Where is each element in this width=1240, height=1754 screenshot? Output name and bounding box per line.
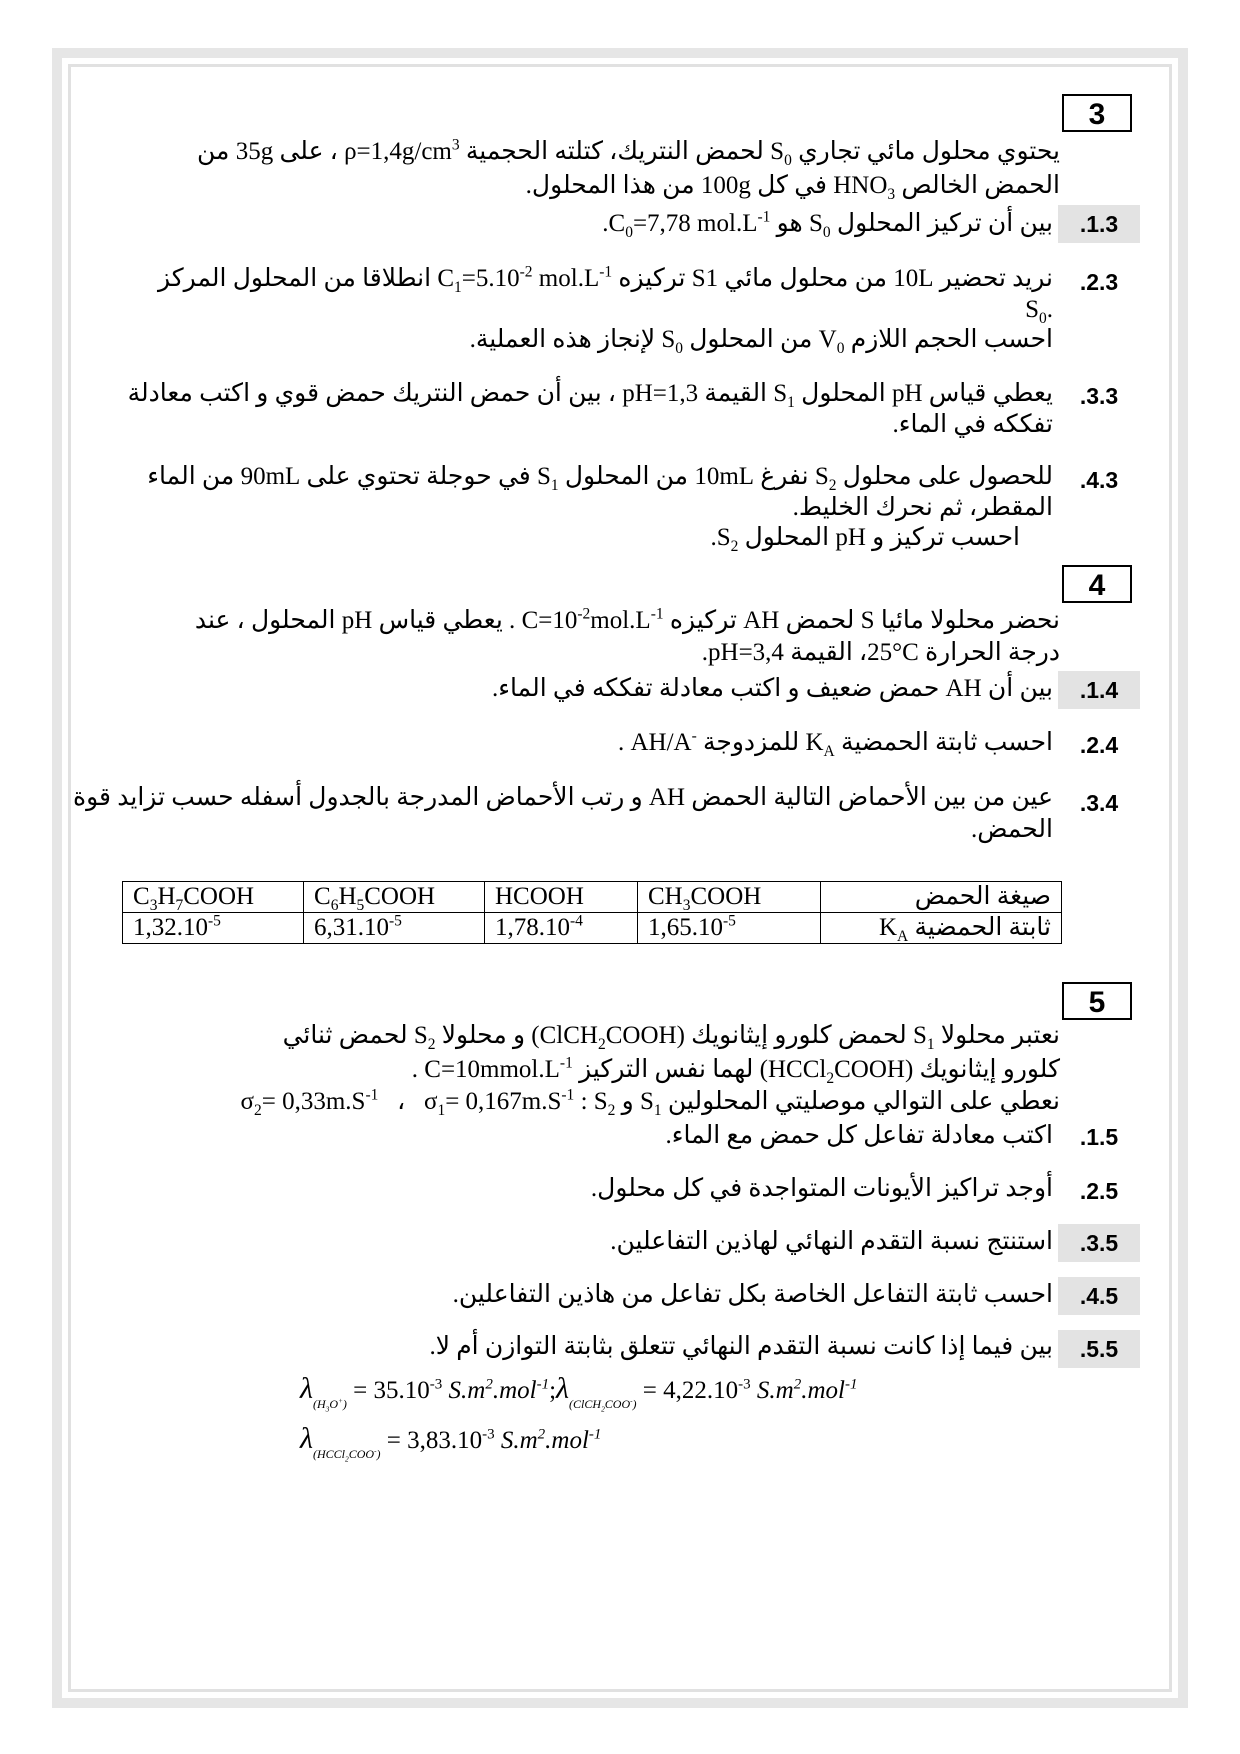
question-3-4-line2: الحمض.: [970, 816, 1053, 843]
question-3-5-number: .3.5: [1058, 1224, 1140, 1262]
question-1-5-number: .1.5: [1079, 1124, 1119, 1150]
ex3-intro-line2: الحمض الخالص $HNO_3$ في كل 100g من هذا المحلول.: [525, 172, 1060, 203]
question-2-3-line1: نريد تحضير 10L من محلول مائي S1 تركيزه $C_1=5.10^{-2}$ $mol.L^{-1}$ انطلاقا من المحلول المركز: [157, 263, 1053, 296]
question-2-4-number: .2.4: [1079, 732, 1119, 758]
table-row-label-formula: صيغة الحمض: [821, 882, 1062, 913]
question-1-4-text: بين أن AH حمض ضعيف و اكتب معادلة تفككه في الماء.: [492, 675, 1053, 702]
question-4-3-line1: للحصول على محلول $S_2$ نفرغ 10mL من المحلول $S_1$ في حوجلة تحتوي على 90mL من الماء: [147, 463, 1053, 494]
question-2-3-number: .2.3: [1079, 269, 1119, 295]
ex5-intro-line2: كلورو إيثانويك (HCCl$_2$COOH) لهما نفس التركيز $C=10mmol.L^{-1}$ .: [411, 1054, 1060, 1087]
question-3-3-number: .3.3: [1079, 383, 1119, 409]
ex5-intro-line3: نعطي على التوالي موصليتي المحلولين $S_1$ و $S_2$ : $\sigma_1= 0,167m.S^{-1}$ ، $\sigma_2= 0,33m.S^{-1}$: [240, 1086, 1060, 1119]
question-4-3-line3: احسب تركيز و pH المحلول $S_2$.: [710, 524, 1020, 555]
question-3-5-text: استنتج نسبة التقدم النهائي لهاذين التفاعلين.: [610, 1228, 1053, 1255]
question-4-5-number: .4.5: [1058, 1277, 1140, 1315]
table-row-label-ka: ثابتة الحمضية $K_A$: [821, 913, 1062, 944]
acid-constants-table: [122, 881, 1062, 944]
table-cell-acid: $C_6H_5COOH$: [304, 882, 485, 913]
conductivity-data-line2: $\lambda_{(HCCl_2COO^-)} = 3,83.10^{-3}$ $S.m^2.mol^{-1}$: [300, 1422, 602, 1464]
exercise-4-number: 4: [1062, 565, 1132, 603]
question-3-3-line1: يعطي قياس pH المحلول $S_1$ القيمة pH=1,3 ، بين أن حمض النتريك حمض قوي و اكتب معادلة: [127, 380, 1053, 411]
table-cell-acid: $CH_3COOH$: [638, 882, 821, 913]
table-cell-ka: $6,31.10^{-5}$: [304, 913, 485, 944]
table-cell-ka: $1,65.10^{-5}$: [638, 913, 821, 944]
question-1-4-number: .1.4: [1058, 671, 1140, 709]
table-cell-ka: $1,78.10^{-4}$: [485, 913, 638, 944]
table-cell-acid: $C_3H_7COOH$: [123, 882, 304, 913]
ex5-intro-line1: نعتبر محلولا $S_1$ لحمض كلورو إيثانويك (ClCH$_2$COOH) و محلولا $S_2$ لحمض ثنائي: [282, 1022, 1060, 1053]
question-3-4-number: .3.4: [1079, 790, 1119, 816]
conductivity-data-line1: $\lambda_{(H_3O^+)} = 35.10^{-3}$ $S.m^2.mol^{-1};\lambda_{(ClCH_2COO^-)} = 4,22.10^{-3}$ $S.m^2.mol^{-1}$: [300, 1372, 858, 1414]
question-2-5-number: .2.5: [1079, 1178, 1119, 1204]
question-3-3-line2: تفككه في الماء.: [892, 411, 1053, 438]
question-2-4-text: احسب ثابتة الحمضية $K_A$ للمزدوجة AH/A- .: [617, 727, 1053, 760]
question-1-3-text: بين أن تركيز المحلول $S_0$ هو $C_0=7,78$ $mol.L^{-1}$.: [602, 208, 1053, 241]
exercise-5-number: 5: [1062, 982, 1132, 1020]
question-4-3-number: .4.3: [1079, 467, 1119, 493]
table-cell-acid: HCOOH: [485, 882, 638, 913]
question-4-3-line2: المقطر، ثم نحرك الخليط.: [792, 494, 1053, 521]
ex4-intro-line2: درجة الحرارة 25°C، القيمة pH=3,4.: [701, 639, 1060, 666]
page-border-inner: [68, 64, 1172, 1692]
question-1-3-number: .1.3: [1058, 205, 1140, 243]
question-2-3-line3: احسب الحجم اللازم $V_0$ من المحلول $S_0$ لإنجاز هذه العملية.: [469, 326, 1053, 357]
question-2-3-line2: $.S_0$: [1025, 296, 1053, 327]
question-5-5-text: بين فيما إذا كانت نسبة التقدم النهائي تتعلق بثابتة التوازن أم لا.: [429, 1333, 1053, 1360]
ex4-intro-line1: نحضر محلولا مائيا S لحمض AH تركيزه $C=10^{-2}mol.L^{-1}$ . يعطي قياس pH المحلول ، عند: [194, 605, 1060, 634]
question-2-5-text: أوجد تراكيز الأيونات المتواجدة في كل محلول.: [590, 1175, 1053, 1202]
table-cell-ka: $1,32.10^{-5}$: [123, 913, 304, 944]
question-4-5-text: احسب ثابتة التفاعل الخاصة بكل تفاعل من هاذين التفاعلين.: [452, 1281, 1053, 1308]
question-5-5-number: .5.5: [1058, 1330, 1140, 1368]
question-1-5-text: اكتب معادلة تفاعل كل حمض مع الماء.: [665, 1122, 1053, 1149]
table-row-ka: [123, 913, 1062, 944]
table-row-formula: [123, 882, 1062, 913]
exercise-3-number: 3: [1062, 94, 1132, 132]
ex3-intro-line1: يحتوي محلول مائي تجاري $S_0$ لحمض النتريك، كتلته الحجمية $\rho=1,4g/cm^3$ ، على 35g من: [197, 136, 1060, 169]
question-3-4-line1: عين من بين الأحماض التالية الحمض AH و رتب الأحماض المدرجة بالجدول أسفله حسب تزايد قوة: [73, 784, 1053, 811]
